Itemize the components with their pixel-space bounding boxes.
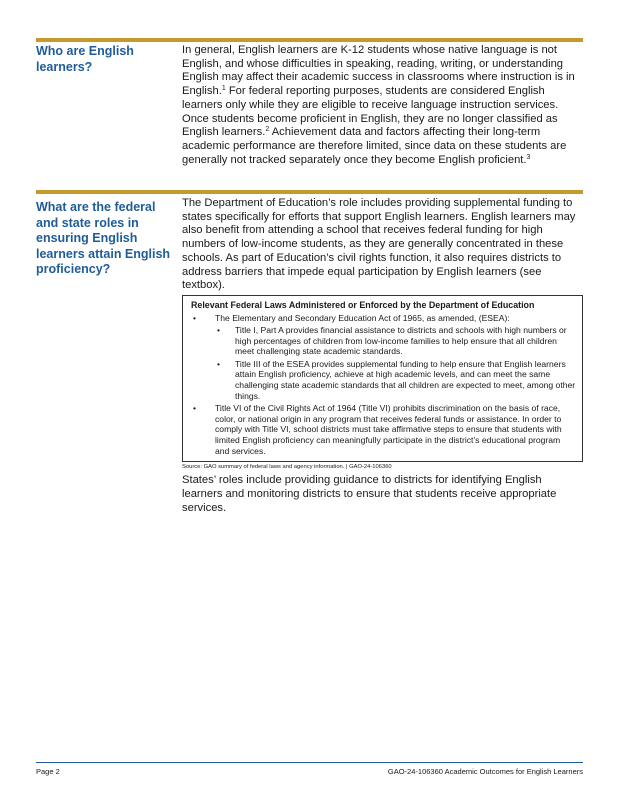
section-body bbox=[182, 197, 583, 515]
list-item: • Title III of the ESEA provides supplemental funding to help ensure that English learners attain English proficiency, achieve at high academic levels, and can meet the same challenging state academic standards that all children are expected to meet, among other things. bbox=[215, 359, 576, 401]
list-item: • Title VI of the Civil Rights Act of 1964 (Title VI) prohibits discrimination on the basis of race, color, or national origin in any program that receives federal funds or assistance. In order to comply with Title VI, school districts must take affirmative steps to ensure that students with limited English proficiency can meaningfully participate in the district’s educational program and services. bbox=[191, 403, 576, 456]
footer-divider bbox=[36, 762, 583, 763]
report-title: GAO-24-106360 Academic Outcomes for English Learners bbox=[387, 767, 583, 776]
list-item: • Title I, Part A provides financial assistance to districts and schools with high numbers or high percentages of children from low-income families to help ensure that all children meet challenging state academic standards. bbox=[215, 325, 576, 357]
paragraph: The Department of Education’s role includes providing supplemental funding to states specifically for efforts that support English learners. English learners may also benefit from attending a school that receives federal funding for high numbers of low-income students, as they are generally concentrated in these schools. As part of Education’s civil rights function, it also requires districts to address barriers that impede equal participation by English learners (see textbox). bbox=[182, 197, 576, 292]
section-english-learners bbox=[36, 38, 583, 166]
section-divider bbox=[36, 38, 583, 42]
section-body bbox=[182, 44, 583, 167]
list-item: • The Elementary and Secondary Education Act of 1965, as amended, (ESEA): • Title I, Part A provides financial assistance to districts and schools with high numbers or high percentages of children from low-income families to help ensure that all children meet challenging state academic standards. • Title III of the ESEA provides supplemental funding to help ensure that English learners attain English proficiency, achieve at high academic levels, and can meet the same challenging state academic standards that all children are expected to meet, among other things. bbox=[191, 313, 576, 402]
source-note: Source: GAO summary of federal laws and agency information. | GAO-24-106360 bbox=[182, 464, 392, 471]
federal-laws-textbox bbox=[182, 295, 583, 462]
footnote-ref[interactable]: 1 bbox=[221, 85, 226, 93]
paragraph: In general, English learners are K-12 students whose native language is not English, and whose difficulties in speaking, reading, writing, or understanding English may affect their academic success in classrooms where instruction is in English.$^1$ For federal reporting purposes, students are considered English learners only while they are eligible to receive language instruction services. Once students become proficient in English, they are no longer classified as English learners.$^2$ Achievement data and factors affecting their long-term academic performance are therefore limited, since data on these students are generally not tracked separately once they become English proficient.$^3$ bbox=[182, 44, 575, 166]
section-federal-state-roles bbox=[36, 190, 583, 520]
section-divider bbox=[36, 190, 583, 194]
sublist bbox=[215, 325, 576, 401]
page-number: Page 2 bbox=[36, 767, 60, 776]
section-heading: Who are English learners? bbox=[36, 44, 134, 74]
paragraph: States’ roles include providing guidance to districts for identifying English learners and monitoring districts to ensure that students receive appropriate services. bbox=[182, 474, 557, 514]
footnote-ref[interactable]: 3 bbox=[526, 153, 531, 161]
section-heading: What are the federal and state roles in ensuring English learners attain English proficiency? bbox=[36, 200, 171, 276]
laws-list bbox=[191, 313, 576, 457]
footnote-ref[interactable]: 2 bbox=[265, 126, 270, 134]
textbox-title: Relevant Federal Laws Administered or Enforced by the Department of Education bbox=[191, 299, 535, 310]
